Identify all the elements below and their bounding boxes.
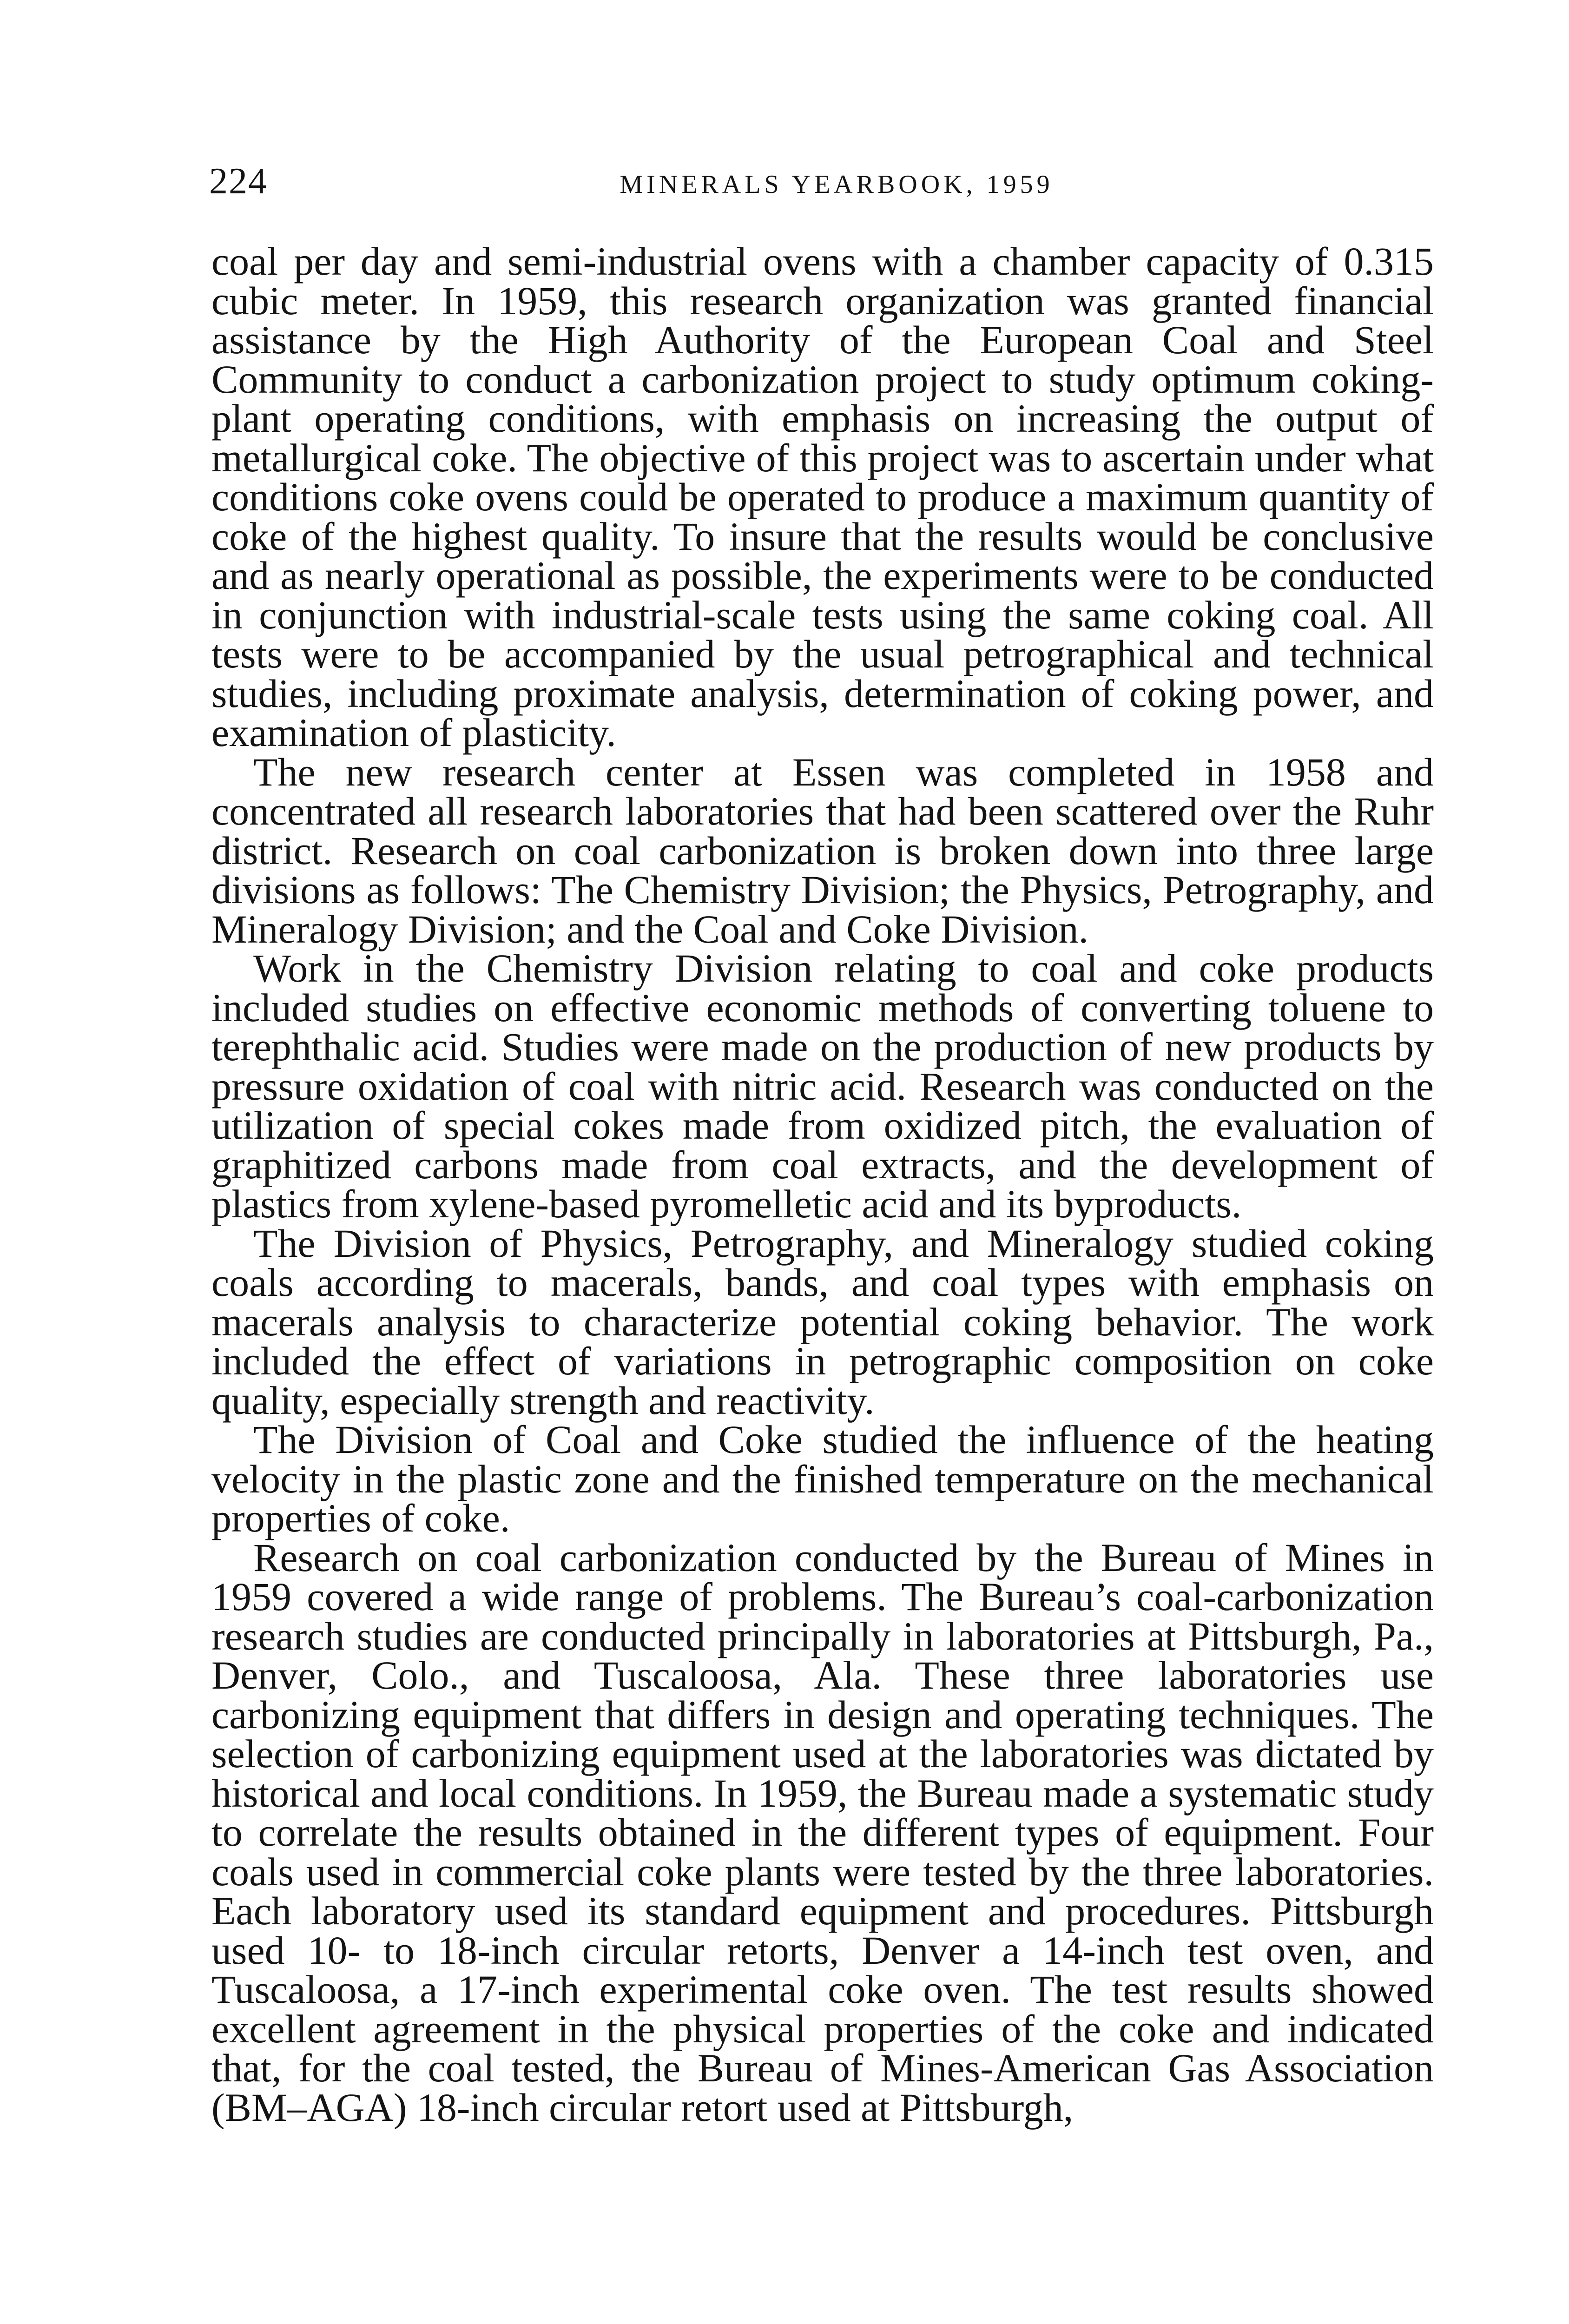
paragraph-continued: coal per day and semi-industrial ovens with a chamber capacity of 0.315 cubic meter. In 1959, this research organization was granted financial assistance by the High Authority of the European Coal and Steel Community to conduct a carbonization project to study optimum coking-plant operating conditions, with emphasis on increasing the output of metallurgical coke. The objective of this project was to ascertain under what conditions coke ovens could be operated to produce a maximum quantity of coke of the highest quality. To insure that the results would be conclusive and as nearly operational as possible, the experiments were to be conducted in conjunction with industrial-scale tests using the same coking coal. All tests were to be accompanied by the usual petrographical and technical studies, including proximate analysis, determination of coking power, and examination of plasticity.: [211, 239, 1434, 755]
paragraph-coal-coke-division: The Division of Coal and Coke studied the influence of the heating velocity in the plastic zone and the finished temperature on the mechanical properties of coke.: [211, 1417, 1434, 1540]
paragraph-bureau-of-mines-research: Research on coal carbonization conducted by the Bureau of Mines in 1959 covered a wide range of problems. The Bureau’s coal-carbonization research studies are conducted principally in laboratories at Pittsburgh, Pa., Denver, Colo., and Tuscaloosa, Ala. These three laboratories use carbonizing equipment that differs in design and operating techniques. The selection of carbonizing equipment used at the laboratories was dictated by historical and local conditions. In 1959, the Bureau made a systematic study to correlate the results obtained in the different types of equipment. Four coals used in commercial coke plants were tested by the three laboratories. Each laboratory used its standard equipment and procedures. Pittsburgh used 10- to 18-inch circular retorts, Denver a 14-inch test oven, and Tuscaloosa, a 17-inch experimental coke oven. The test results showed excellent agreement in the physical properties of the coke and indicated that, for the coal tested, the Bureau of Mines-American Gas Association (BM–AGA) 18-inch circular retort used at Pittsburgh,: [211, 1535, 1434, 2130]
body-text: [211, 239, 1434, 2130]
page-number: 224: [209, 161, 268, 202]
running-head: MINERALS YEARBOOK, 1959: [620, 170, 1054, 199]
paragraph-chemistry-division: Work in the Chemistry Division relating to coal and coke products included studies on effective economic methods of converting toluene to terephthalic acid. Studies were made on the production of new products by pressure oxidation of coal with nitric acid. Research was conducted on the utilization of special cokes made from oxidized pitch, the evaluation of graphitized carbons made from coal extracts, and the development of plastics from xylene-based pyromelletic acid and its byproducts.: [211, 946, 1434, 1226]
page-header: [209, 158, 1436, 214]
paragraph-essen-research-center: The new research center at Essen was completed in 1958 and concentrated all research laboratories that had been scattered over the Ruhr district. Research on coal carbonization is broken down into three large divisions as follows: The Chemistry Division; the Physics, Petrography, and Mineralogy Division; and the Coal and Coke Division.: [211, 749, 1434, 951]
paragraph-physics-petrography-division: The Division of Physics, Petrography, and Mineralogy studied coking coals according to macerals, bands, and coal types with emphasis on macerals analysis to characterize potential coking behavior. The work included the effect of variations in petrographic composition on coke quality, especially strength and reactivity.: [211, 1221, 1434, 1423]
